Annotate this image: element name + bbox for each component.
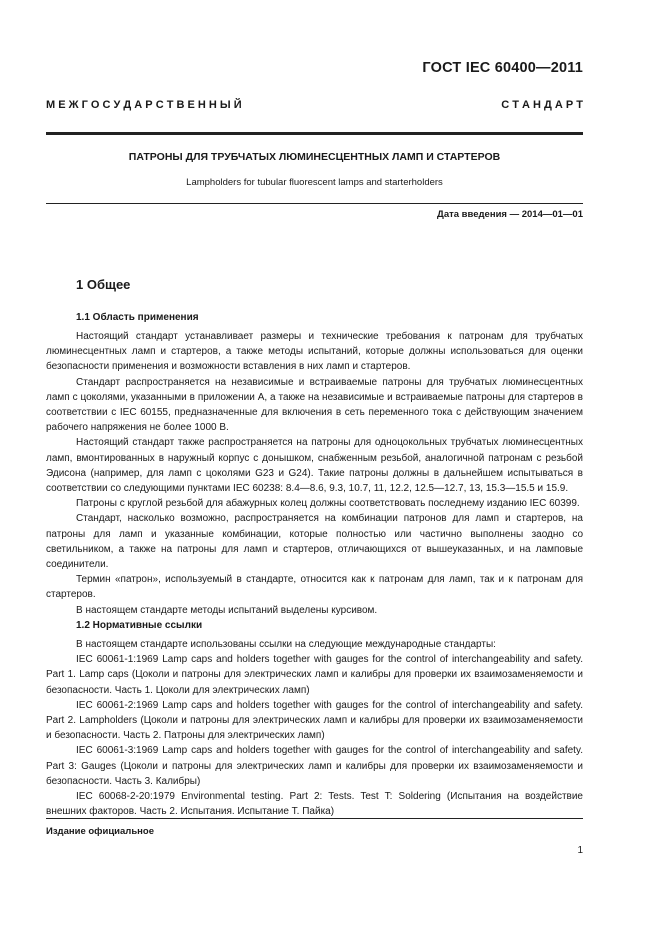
footer-divider [46, 818, 583, 819]
document-title-en: Lampholders for tubular fluorescent lamps and starterholders [186, 177, 443, 188]
paragraph: Патроны с круглой резьбой для абажурных колец должны соответствовать последнему изданию IEC 60399. [76, 498, 580, 510]
reference-item: IEC 60061-2:1969 Lamp caps and holders together with gauges for the control of interchangeability and safety. Part 2. Lampholders (Цоколи и патроны для электрических ламп и калибры для проверки их взаимозаменяемости и безопасности. Часть 2. Патроны для электрических ламп) [46, 699, 583, 742]
reference-item: IEC 60061-3:1969 Lamp caps and holders together with gauges for the control of interchangeability and safety. Part 3: Gauges (Цоколи и патроны для электрических ламп и калибры для проверки их взаимозаменяемости и безопасности. Часть 3. Калибры) [46, 745, 583, 787]
paragraph: Термин «патрон», используемый в стандарте, относится как к патронам для ламп, так и к патронам для стартеров. [46, 574, 583, 601]
interstate-word: М Е Ж Г О С У Д А Р С Т В Е Н Н Ы Й [46, 99, 242, 111]
subsection-heading-references: 1.2 Нормативные ссылки [76, 620, 203, 631]
paragraph: Настоящий стандарт также распространяется на патроны для одноцокольных трубчатых люминесцентных ламп, вмонтированных в наружный корпус с донышком, снабженным резьбой, аналогичной патронам с резьбой Эдисона (например, для ламп с цоколями G23 и G24). Такие патроны должны в дальнейшем испытываться в соответствии со следующими пунктами IEC 60238: 8.4—8.6, 9.3, 10.7, 11, 12.2, 12.5—12.7, 13, 15.3—15.5 и 15.9. [46, 437, 583, 495]
scope-body [46, 329, 583, 618]
official-edition-label: Издание официальное [46, 826, 154, 837]
interstate-standard-banner [46, 99, 583, 111]
reference-item: IEC 60061-1:1969 Lamp caps and holders together with gauges for the control of interchangeability and safety. Part 1. Lamp caps (Цоколи и патроны для электрических ламп и калибры для проверки их взаимозаменяемости и безопасности. Часть 1. Цоколи для электрических ламп) [46, 654, 583, 696]
paragraph: Настоящий стандарт устанавливает размеры и технические требования к патронам для трубчатых люминесцентных ламп и стартеров, а также методы испытаний, которые должны использоваться для оценки безопасности применения и возможности вставления в них ламп и стартеров. [46, 331, 583, 373]
paragraph: Стандарт распространяется на независимые и встраиваемые патроны для трубчатых люминесцентных ламп с цоколями, указанными в приложении А, а также на независимые и встраиваемые патроны для стартеров в соответствии с IEC 60155, предназначенные для включения в сеть переменного тока с действующим значением рабочего напряжения не более 1000 В. [46, 376, 583, 434]
standard-word: С Т А Н Д А Р Т [501, 99, 583, 111]
reference-item: IEC 60068-2-20:1979 Environmental testing. Part 2: Tests. Test T: Soldering (Испытания на воздействие внешних факторов. Часть 2. Испытания. Испытание Т. Пайка) [46, 791, 583, 818]
section-heading: 1 Общее [76, 277, 131, 292]
subsection-heading-scope: 1.1 Область применения [76, 312, 199, 323]
page-number: 1 [577, 845, 583, 856]
effective-date: Дата введения — 2014—01—01 [437, 209, 583, 220]
header-divider [46, 132, 583, 135]
document-title-ru: ПАТРОНЫ ДЛЯ ТРУБЧАТЫХ ЛЮМИНЕСЦЕНТНЫХ ЛАМП И СТАРТЕРОВ [128, 151, 501, 163]
paragraph: Стандарт, насколько возможно, распространяется на комбинации патронов для ламп и стартеров, на патроны для ламп и указанные комбинации, которые полностью или частично выполнены заодно со светильником, а также на патроны для ламп и стартеров, отличающихся от вышеуказанных, и на ламповые соединители. [46, 513, 583, 571]
paragraph: В настоящем стандарте использованы ссылки на следующие международные стандарты: [76, 639, 496, 650]
paragraph: В настоящем стандарте методы испытаний выделены курсивом. [76, 604, 378, 616]
document-code: ГОСТ IEC 60400—2011 [422, 60, 583, 76]
references-body [46, 637, 583, 819]
title-divider [46, 203, 583, 204]
